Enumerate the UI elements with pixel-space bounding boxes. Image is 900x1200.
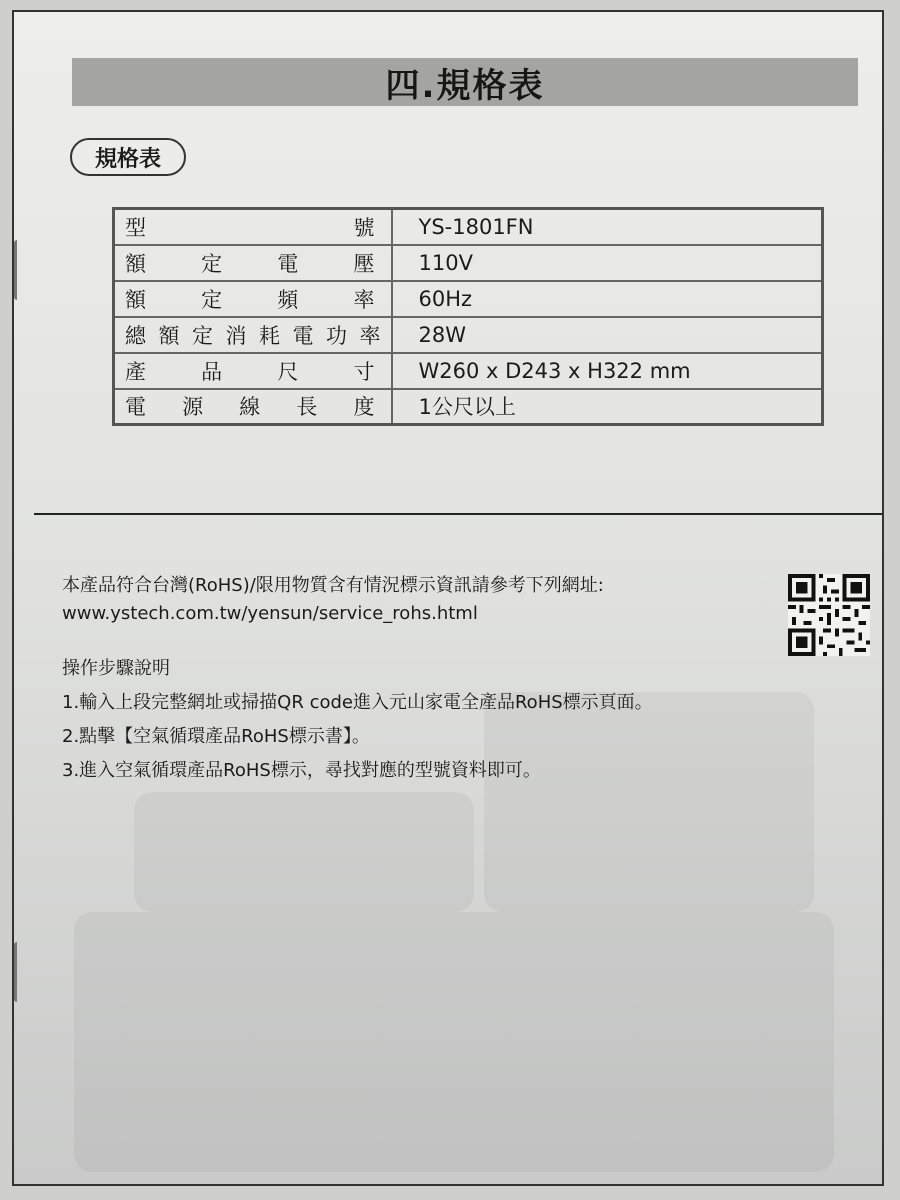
- divider: [34, 513, 884, 515]
- rohs-text: 本產品符合台灣(RoHS)/限用物質含有情況標示資訊請參考下列網址:: [62, 575, 604, 596]
- table-row: [114, 317, 823, 353]
- table-row: [114, 281, 823, 317]
- spec-label: 總額定消耗電功率: [114, 317, 392, 353]
- spec-value: 60Hz: [392, 281, 823, 317]
- list-item: 3.進入空氣循環產品RoHS標示，尋找對應的型號資料即可。: [62, 760, 541, 781]
- rohs-notice: [62, 572, 604, 628]
- table-row: [114, 353, 823, 389]
- section-pill: 規格表: [70, 138, 186, 176]
- document-page: [12, 10, 884, 1186]
- spec-label: 產品尺寸: [114, 353, 392, 389]
- spec-label: 額定電壓: [114, 245, 392, 281]
- list-item: 2.點擊【空氣循環產品RoHS標示書】。: [62, 726, 370, 747]
- bleed-through-shadow: [74, 912, 834, 1172]
- spec-table: [112, 207, 824, 426]
- bleed-through-shadow: [134, 792, 474, 912]
- spec-label: 電源線長度: [114, 389, 392, 425]
- spec-label: 型號: [114, 209, 392, 245]
- spec-value: 1公尺以上: [392, 389, 823, 425]
- binder-staple: [14, 240, 23, 300]
- spec-value: 28W: [392, 317, 823, 353]
- steps-heading: 操作步驟說明: [62, 658, 170, 679]
- spec-value: W260 x D243 x H322 mm: [392, 353, 823, 389]
- rohs-url[interactable]: www.ystech.com.tw/yensun/service_rohs.html: [62, 603, 478, 624]
- table-row: [114, 389, 823, 425]
- title-bar: [72, 58, 858, 106]
- list-item: 1.輸入上段完整網址或掃描QR code進入元山家電全產品RoHS標示頁面。: [62, 692, 653, 713]
- qr-code-icon[interactable]: [788, 574, 870, 656]
- page-title: 四.規格表: [385, 65, 545, 106]
- spec-value: YS-1801FN: [392, 209, 823, 245]
- table-row: [114, 209, 823, 245]
- spec-value: 110V: [392, 245, 823, 281]
- table-row: [114, 245, 823, 281]
- spec-label: 額定頻率: [114, 281, 392, 317]
- binder-staple: [14, 942, 23, 1002]
- operation-steps: [62, 652, 653, 788]
